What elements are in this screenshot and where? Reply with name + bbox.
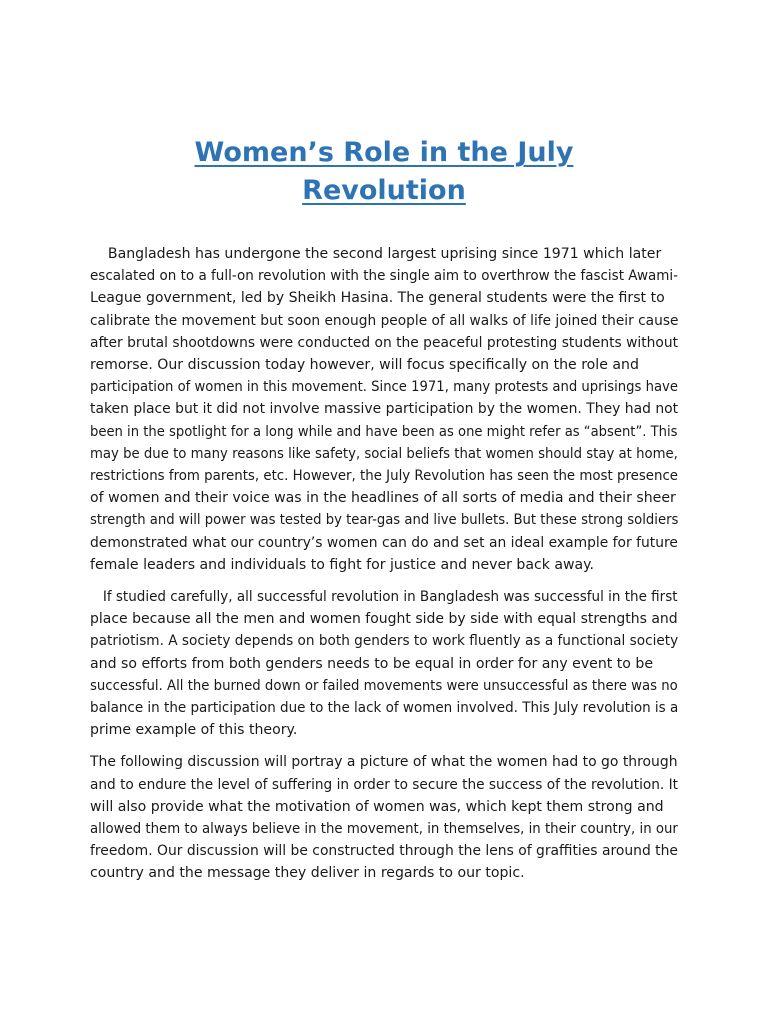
paragraph-line: calibrate the movement but soon enough people of all walks of life joined their cause <box>90 312 679 329</box>
paragraph-3 <box>90 751 678 884</box>
document-title <box>90 134 678 210</box>
paragraph-line: patriotism. A society depends on both genders to work fluently as a functional society <box>90 633 679 650</box>
paragraph-line: remorse. Our discussion today however, will focus specifically on the role and <box>90 357 639 374</box>
paragraph-line: and to endure the level of suffering in order to secure the success of the revolution. It <box>90 776 678 793</box>
paragraph-line: If studied carefully, all successful revolution in Bangladesh was successful in the first <box>90 589 678 606</box>
paragraph-line: The following discussion will portray a picture of what the women had to go through <box>90 754 678 771</box>
paragraph-line: taken place but it did not involve massive participation by the women. They had not <box>90 401 679 418</box>
paragraph-line: after brutal shootdowns were conducted on the peaceful protesting students without <box>90 334 679 351</box>
paragraph-line: participation of women in this movement. Since 1971, many protests and uprisings have <box>90 379 678 396</box>
paragraph-line: strength and will power was tested by tear-gas and live bullets. But these strong soldiers <box>90 512 679 529</box>
paragraph-line: restrictions from parents, etc. However, the July Revolution has seen the most presence <box>90 468 679 485</box>
paragraph-line: place because all the men and women fought side by side with equal strengths and <box>90 611 678 628</box>
paragraph-line: and so efforts from both genders needs to be equal in order for any event to be <box>90 655 654 672</box>
paragraph-line: been in the spotlight for a long while and have been as one might refer as “absent”. This <box>90 423 678 440</box>
paragraph-line: prime example of this theory. <box>90 722 298 739</box>
paragraph-line: demonstrated what our country’s women can do and set an ideal example for future <box>90 534 678 551</box>
title-line-2: Revolution <box>302 175 466 206</box>
paragraph-1 <box>90 243 678 576</box>
paragraph-line: of women and their voice was in the headlines of all sorts of media and their sheer <box>90 490 676 507</box>
title-line-1: Women’s Role in the July <box>194 137 574 168</box>
paragraph-line: will also provide what the motivation of women was, which kept them strong and <box>90 798 664 815</box>
paragraph-line: allowed them to always believe in the movement, in themselves, in their country, in our <box>90 821 678 838</box>
paragraph-line: country and the message they deliver in regards to our topic. <box>90 865 525 882</box>
paragraph-line: Bangladesh has undergone the second largest uprising since 1971 which later <box>90 246 662 262</box>
paragraph-line: League government, led by Sheikh Hasina. The general students were the first to <box>90 290 665 307</box>
paragraph-line: balance in the participation due to the lack of women involved. This July revolution is a <box>90 700 679 717</box>
paragraph-2 <box>90 586 678 741</box>
paragraph-line: female leaders and individuals to fight for justice and never back away. <box>90 556 594 573</box>
paragraph-line: may be due to many reasons like safety, social beliefs that women should stay at home, <box>90 445 678 462</box>
paragraph-line: successful. All the burned down or failed movements were unsuccessful as there was no <box>90 677 678 694</box>
document-body <box>90 243 678 895</box>
paragraph-line: freedom. Our discussion will be constructed through the lens of graffities around the <box>90 843 678 860</box>
paragraph-line: escalated on to a full-on revolution with the single aim to overthrow the fascist Awami- <box>90 268 679 285</box>
